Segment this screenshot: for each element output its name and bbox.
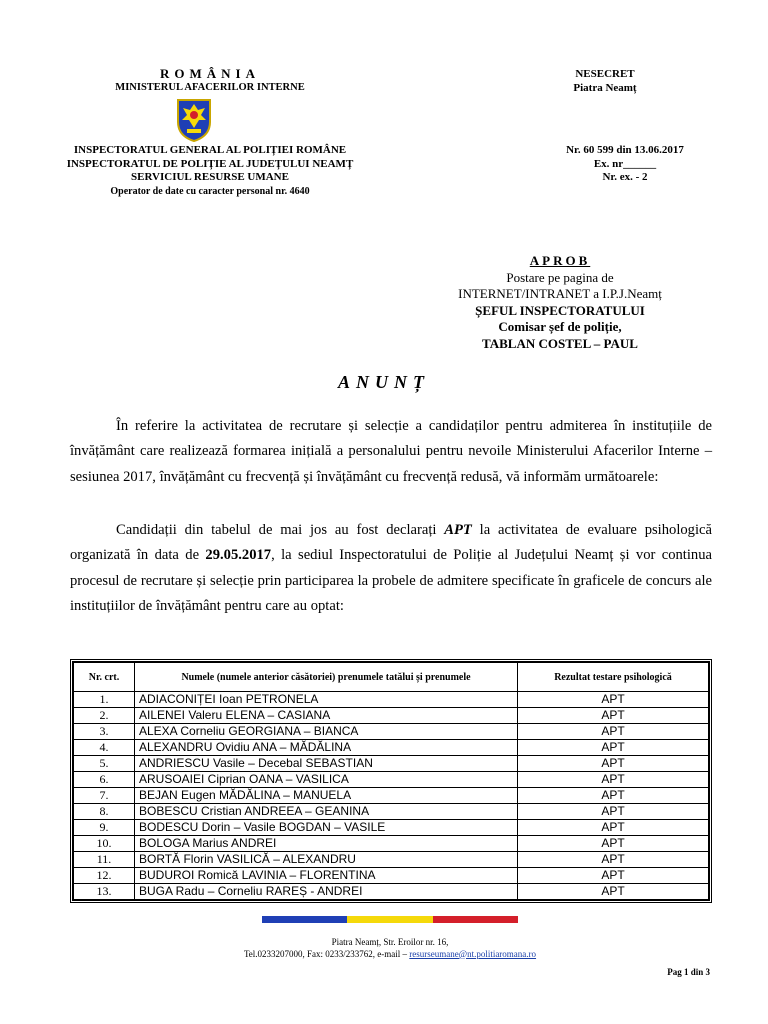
candidate-name: BUDUROI Romică LAVINIA – FLORENTINA [135,868,518,884]
approval-line-3: ȘEFUL INSPECTORATULUI [475,302,645,318]
approval-line-1: Postare pe pagina de [506,269,614,285]
table-row [74,708,709,724]
paragraph-intro [70,414,712,490]
row-number: 8. [74,804,135,820]
table-row [74,756,709,772]
registration-number: Nr. 60 599 din 13.06.2017 [566,144,684,156]
test-result: APT [518,772,709,788]
footer-email-link[interactable]: resurseumane@nt.politiaromana.ro [409,948,537,959]
row-number: 3. [74,724,135,740]
table-row [74,884,709,900]
paragraph-intro-text: În referire la activitatea de recrutare și selecție a candidaților pentru admiterea în instituțiile de învățământ care realizează formarea inițială a personalului pentru nevoile Ministerului Afacerilor Interne – sesiunea 2017, învățământ cu frecvență și învățământ cu frecvență redusă, vă informăm următoarele: [70,418,712,485]
city-label: Piatra Neamț [573,82,637,94]
table-row [74,724,709,740]
table-row [74,836,709,852]
flag-stripe-blue [262,916,347,923]
test-result: APT [518,692,709,708]
test-result: APT [518,820,709,836]
test-result: APT [518,708,709,724]
test-result: APT [518,788,709,804]
candidate-name: BOLOGA Marius ANDREI [135,836,518,852]
classification-label: NESECRET [575,68,635,80]
table-row [74,868,709,884]
candidate-name: ANDRIESCU Vasile – Decebal SEBASTIAN [135,756,518,772]
page-number: Pag 1 din 3 [667,967,710,977]
test-result: APT [518,724,709,740]
header-nr: Nr. crt. [74,663,135,692]
table-row [74,820,709,836]
copy-number: Ex. nr______ [593,157,657,170]
tricolor-flag-bar [262,916,518,923]
row-number: 2. [74,708,135,724]
row-number: 11. [74,852,135,868]
test-result: APT [518,756,709,772]
inspectorate-county: INSPECTORATUL DE POLIȚIE AL JUDEȚULUI NEAMȚ [66,157,354,170]
test-result: APT [518,852,709,868]
footer-phone-fax: Tel.0233207000, Fax: 0233/233762, e-mail – [243,948,410,959]
table-row [74,804,709,820]
candidate-name: BEJAN Eugen MĂDĂLINA – MANUELA [135,788,518,804]
table-row [74,740,709,756]
test-result: APT [518,884,709,900]
romanian-police-crest-icon [174,96,214,142]
row-number: 10. [74,836,135,852]
row-number: 1. [74,692,135,708]
table-row [74,788,709,804]
candidate-name: BODESCU Dorin – Vasile BOGDAN – VASILE [135,820,518,836]
candidate-name: BORTĂ Florin VASILICĂ – ALEXANDRU [135,852,518,868]
approval-title: APROB [529,253,591,268]
candidate-name: BOBESCU Cristian ANDREEA – GEANINA [135,804,518,820]
approval-block [430,253,690,352]
approval-line-2: INTERNET/INTRANET a I.P.J.Neamț [458,286,662,301]
flag-stripe-yellow [347,916,432,923]
inspectorate-general: INSPECTORATUL GENERAL AL POLIȚIEI ROMÂNE [73,144,347,156]
evaluation-date: 29.05.2017 [205,547,272,564]
row-number: 12. [74,868,135,884]
candidate-name: ADIACONIȚEI Ioan PETRONELA [135,692,518,708]
row-number: 6. [74,772,135,788]
approval-line-4: Comisar șef de poliție, [498,319,622,334]
candidates-table [70,659,712,903]
flag-stripe-red [433,916,518,923]
header-name: Numele (numele anterior căsătoriei) prenumele tatălui și prenumele [135,663,518,692]
footer-contact [140,937,640,960]
candidate-name: ALEXA Corneliu GEORGIANA – BIANCA [135,724,518,740]
table-row [74,692,709,708]
row-number: 5. [74,756,135,772]
row-number: 9. [74,820,135,836]
document-title: ANUNȚ [338,372,430,392]
row-number: 4. [74,740,135,756]
copies-count: Nr. ex. - 2 [602,171,648,183]
table-header-row [74,663,709,692]
data-operator-line: Operator de date cu caracter personal nr. 4640 [110,186,310,197]
candidate-name: AILENEI Valeru ELENA – CASIANA [135,708,518,724]
paragraph-candidates-text-3: , la sediul Inspectoratului de Poliție al Județului Neamț și vor continua procesul de recrutare și selecție prin participarea la probele de admitere specificate în graficele de concurs ale instituțiilor de învățământ pentru care au optat: [70,547,712,614]
footer-contact-line [140,949,640,961]
candidate-name: ARUSOAIEI Ciprian OANA – VASILICA [135,772,518,788]
test-result: APT [518,836,709,852]
apt-emphasis: APT [444,522,472,538]
approval-signatory: TABLAN COSTEL – PAUL [482,335,638,351]
test-result: APT [518,740,709,756]
test-result: APT [518,804,709,820]
header-result: Rezultat testare psihologică [518,663,709,692]
registration-block [540,144,710,185]
inspectorate-block [60,144,360,185]
ministry-heading: MINISTERUL AFACERILOR INTERNE [115,82,305,93]
test-result: APT [518,868,709,884]
footer-address: Piatra Neamț, Str. Eroilor nr. 16, [331,937,449,947]
row-number: 7. [74,788,135,804]
paragraph-candidates-text-1: Candidații din tabelul de mai jos au fost declarați [116,522,445,538]
country-heading: ROMÂNIA [160,66,260,81]
paragraph-candidates [70,518,712,619]
table-row [74,772,709,788]
classification-block [530,67,680,95]
table-row [74,852,709,868]
row-number: 13. [74,884,135,900]
candidate-name: BUGA Radu – Corneliu RAREȘ - ANDREI [135,884,518,900]
service-name: SERVICIUL RESURSE UMANE [131,171,289,183]
paragraph-candidates-text-2: la activitatea de evaluare psihologică organizată în data de [70,522,712,564]
candidate-name: ALEXANDRU Ovidiu ANA – MĂDĂLINA [135,740,518,756]
